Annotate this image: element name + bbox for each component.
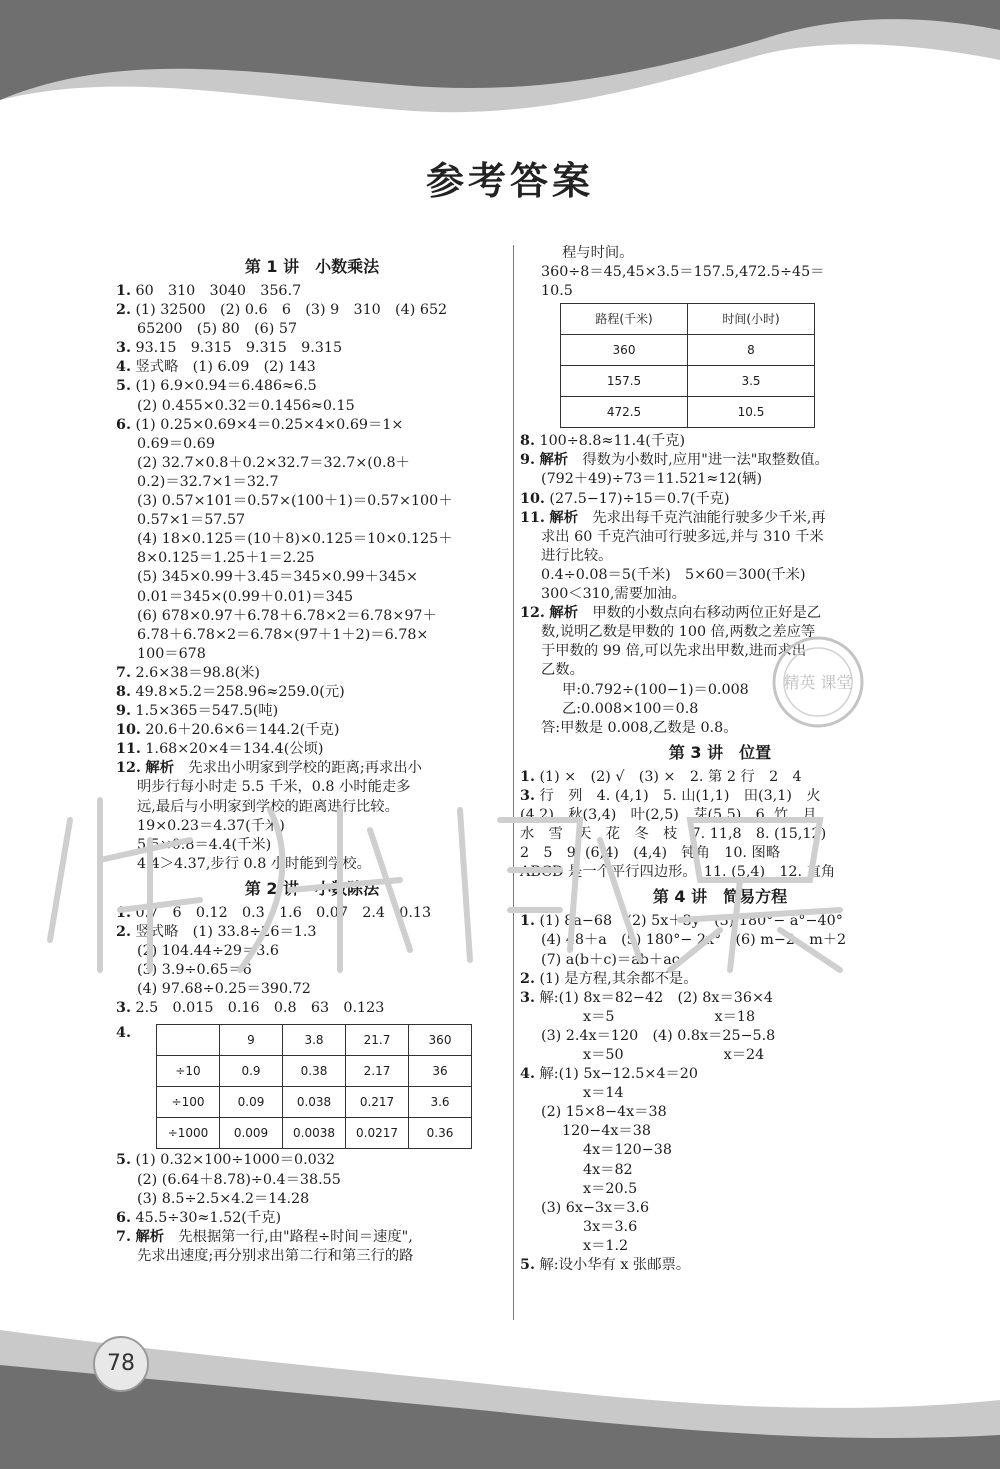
answer-text: 65200 (5) 80 (6) 57 xyxy=(137,321,298,338)
answer-line xyxy=(520,566,920,585)
answer-text: 解:(1) 5x−12.5×4＝20 xyxy=(539,1066,698,1083)
answer-text: 解:设小华有 x 张邮票。 xyxy=(539,1257,691,1274)
answer-line xyxy=(520,604,920,623)
answer-text: (1) 8a−68 (2) 5x＋3y (3) 180°− a°−40° xyxy=(539,913,843,930)
answer-line xyxy=(116,1247,508,1266)
answer-text: 先根据第一行,由"路程÷时间＝速度", xyxy=(178,1228,413,1245)
answer-text: 竖式略 (1) 33.8÷26＝1.3 xyxy=(135,924,317,940)
answer-line xyxy=(520,989,920,1008)
answer-line xyxy=(116,397,508,416)
answer-line xyxy=(116,301,508,320)
answer-text: 120−4x＝38 xyxy=(562,1123,651,1140)
table-cell: 157.5 xyxy=(561,366,688,397)
answer-text: 19×0.23＝4.37(千米) xyxy=(137,817,285,834)
table-cell: 3.6 xyxy=(409,1087,472,1118)
question-number: 8. xyxy=(116,683,131,700)
answer-text: (3) 3.9÷0.65＝6 xyxy=(137,962,252,979)
answer-line xyxy=(116,721,508,740)
answer-line xyxy=(520,547,920,566)
answer-text: 93.15 9.315 9.315 9.315 xyxy=(135,340,343,357)
answer-text: 45.5÷30≈1.52(千克) xyxy=(135,1209,282,1226)
answer-text: (1) 0.25×0.69×4＝0.25×4×0.69＝1× xyxy=(135,416,404,433)
question-number: 4. xyxy=(116,359,131,376)
answer-text: (1) × (2) √ (3) × 2. 第 2 行 2 4 xyxy=(539,768,802,785)
answer-text: 数,说明乙数是甲数的 100 倍,两数之差应等 xyxy=(541,624,816,641)
answer-text: (2) 104.44÷29＝3.6 xyxy=(137,943,280,960)
answer-line xyxy=(520,1103,920,1122)
answer-text: 1.68×20×4＝134.4(公顷) xyxy=(145,741,324,758)
table-header: 9 xyxy=(220,1025,283,1056)
answer-text: 4x＝82 xyxy=(583,1161,633,1178)
table-row xyxy=(561,397,815,428)
question-number: 1. xyxy=(116,283,131,299)
question-number: 3. xyxy=(116,340,131,357)
question-number: 2. xyxy=(116,302,131,319)
answer-text: 行 列 4. (4,1) 5. 山(1,1) 田(3,1) 火 xyxy=(539,787,821,804)
answer-text: (2) 15×8−4x＝38 xyxy=(541,1104,667,1121)
page-number: 78 xyxy=(93,1336,149,1392)
answer-text: 300＜310,需要加油。 xyxy=(541,586,686,603)
answer-text: (2) (6.64＋8.78)÷0.4＝38.55 xyxy=(137,1171,341,1188)
answer-line xyxy=(116,588,508,607)
answer-line xyxy=(116,664,508,683)
answer-line xyxy=(520,1122,920,1141)
question-number: 12. xyxy=(520,605,545,622)
answer-text: x＝5 x＝18 xyxy=(583,1008,756,1025)
table-cell: 2.17 xyxy=(346,1056,409,1087)
answer-text: 0.2)＝32.7×1＝32.7 xyxy=(137,473,279,490)
answer-text: 求出 60 千克汽油可行驶多远,并与 310 千米 xyxy=(541,528,824,545)
answer-line xyxy=(520,432,920,451)
answer-text: 于甲数的 99 倍,可以先求出甲数,进而求出 xyxy=(541,643,807,660)
question-number: 11. xyxy=(116,741,141,758)
analysis-label: 解析 xyxy=(549,509,579,526)
answer-line xyxy=(116,980,508,999)
answer-line xyxy=(116,358,508,377)
answer-line xyxy=(520,1084,920,1103)
answer-text: (6) 678×0.97＋6.78＋6.78×2＝6.78×97＋ xyxy=(137,607,437,624)
answer-line xyxy=(116,454,508,473)
answer-text: 解:(1) 8x＝82−42 (2) 8x＝36×4 xyxy=(539,989,774,1006)
question-number: 3. xyxy=(520,787,535,804)
table-cell: ÷1000 xyxy=(157,1118,220,1149)
table-row xyxy=(157,1087,472,1118)
question-number: 10. xyxy=(520,490,545,507)
table-cell: 0.0038 xyxy=(283,1118,346,1149)
answer-line xyxy=(116,759,508,778)
analysis-label: 解析 xyxy=(539,452,569,469)
question-number: 10. xyxy=(116,722,141,739)
table-cell: 0.38 xyxy=(283,1056,346,1087)
table-cell: 472.5 xyxy=(561,397,688,428)
answer-line xyxy=(520,470,920,489)
answer-text: (7) a(b＋c)＝ab＋ac xyxy=(541,951,680,968)
answer-text: 20.6＋20.6×6＝144.2(千克) xyxy=(145,722,340,739)
answer-text: 乙数。 xyxy=(541,662,584,679)
division-table xyxy=(156,1024,472,1149)
answer-line xyxy=(116,549,508,568)
section-heading: 第 1 讲 小数乘法 xyxy=(244,257,380,276)
question-number: 6. xyxy=(116,1209,131,1226)
answer-line xyxy=(116,645,508,664)
table-cell: 10.5 xyxy=(688,397,815,428)
answer-text: 先求出速度;再分别求出第二行和第三行的路 xyxy=(137,1247,414,1264)
answer-line xyxy=(116,740,508,759)
answer-text: (792＋49)÷73＝11.521≈12(辆) xyxy=(541,471,763,488)
table-cell: 0.038 xyxy=(283,1087,346,1118)
answer-text: (3) 0.57×101＝0.57×(100＋1)＝0.57×100＋ xyxy=(137,493,453,510)
answer-line xyxy=(116,1190,508,1209)
answer-text: 得数为小数时,应用"进一法"取整数值。 xyxy=(582,452,829,469)
answer-text: 先求出小明家到学校的距离;再求出小 xyxy=(188,760,422,777)
answer-text: ABCD 是一个平行四边形。 11. (5,4) 12. 直角 xyxy=(520,864,836,881)
page-title: 参考答案 xyxy=(425,159,594,203)
answer-text: 乙:0.008×100＝0.8 xyxy=(562,700,699,717)
answer-text: 2.6×38＝98.8(米) xyxy=(135,664,260,681)
answer-line xyxy=(116,511,508,530)
answer-text: 0.01＝345×(0.99＋0.01)＝345 xyxy=(137,588,354,605)
answer-line xyxy=(116,282,508,301)
answer-line xyxy=(520,282,920,301)
answer-line xyxy=(520,1008,920,1027)
answer-text: 10.5 xyxy=(541,283,573,300)
answer-text: 6.78＋6.78×2＝6.78×(97＋1＋2)＝6.78× xyxy=(137,626,429,643)
answer-text: x＝14 xyxy=(583,1085,624,1102)
table-cell: 0.217 xyxy=(346,1087,409,1118)
question-number: 4. xyxy=(520,1066,535,1083)
question-number: 7. xyxy=(116,1228,131,1245)
answer-line xyxy=(520,1141,920,1160)
answer-text: 甲:0.792÷(100−1)＝0.008 xyxy=(562,681,749,698)
answer-text: (3) 2.4x＝120 (4) 0.8x＝25−5.8 xyxy=(541,1027,776,1044)
question-number: 1. xyxy=(520,913,535,930)
question-number: 6. xyxy=(116,416,131,433)
answer-line xyxy=(520,451,920,470)
svg-text:精英 课堂: 精英 课堂 xyxy=(783,673,853,692)
answer-text: 水 雪 天 花 冬 枝 7. 11,8 8. (15,12) xyxy=(520,826,827,843)
answer-line xyxy=(116,568,508,587)
right-column xyxy=(520,244,920,1275)
answer-line xyxy=(520,509,920,528)
answer-text: (4) 97.68÷0.25＝390.72 xyxy=(137,981,311,998)
answer-text: 49.8×5.2＝258.96≈259.0(元) xyxy=(135,683,345,700)
question-number: 11. xyxy=(520,509,545,526)
answer-line xyxy=(520,1065,920,1084)
question-number: 5. xyxy=(116,378,131,395)
analysis-label: 解析 xyxy=(135,1228,165,1245)
answer-text: (4) 18×0.125＝(10＋8)×0.125＝10×0.125＋ xyxy=(137,531,453,548)
answer-line xyxy=(116,339,508,358)
answer-text: 2 5 9. (6,4) (4,4) 钝角 10. 图略 xyxy=(520,845,781,862)
answer-line xyxy=(520,528,920,547)
table-cell: 0.0217 xyxy=(346,1118,409,1149)
question-number: 5. xyxy=(520,1257,535,1274)
table-header: 360 xyxy=(409,1025,472,1056)
answer-text: 0.4÷0.08＝5(千米) 5×60＝300(千米) xyxy=(541,566,806,583)
answer-text: 远,最后与小明家到学校的距离进行比较。 xyxy=(137,798,399,815)
answer-line xyxy=(116,377,508,396)
answer-text: 4x＝120−38 xyxy=(583,1142,672,1159)
answer-line xyxy=(116,1228,508,1247)
answer-line xyxy=(520,1256,920,1275)
question-number: 9. xyxy=(116,703,131,720)
table-cell: 8 xyxy=(688,335,815,366)
answer-line xyxy=(520,1161,920,1180)
answer-line xyxy=(116,492,508,511)
answer-text: (3) 6x−3x＝3.6 xyxy=(541,1199,650,1216)
answer-line xyxy=(520,1218,920,1237)
table-row xyxy=(561,366,815,397)
answer-text: x＝50 x＝24 xyxy=(583,1047,765,1063)
answer-line xyxy=(116,530,508,549)
answer-line xyxy=(520,1199,920,1218)
answer-text: (4) 48＋a (5) 180°− 2x° (6) m−2 m＋2 xyxy=(541,932,847,949)
table-cell: 0.09 xyxy=(220,1087,283,1118)
table-cell: 0.9 xyxy=(220,1056,283,1087)
answer-text: 100＝678 xyxy=(137,645,206,662)
answer-text: x＝20.5 xyxy=(583,1180,638,1197)
answer-line xyxy=(116,416,508,435)
watermark-calligraphy xyxy=(40,780,960,980)
table-cell: 0.009 xyxy=(220,1118,283,1149)
table-cell: 0.36 xyxy=(409,1118,472,1149)
table-header: 路程(千米) xyxy=(561,304,688,335)
table-cell: ÷100 xyxy=(157,1087,220,1118)
answer-line xyxy=(116,320,508,339)
answer-text: (3) 8.5÷2.5×4.2＝14.28 xyxy=(137,1190,310,1207)
answer-text: (4,2) 秋(3,4) 叶(2,5) 芽(5,5) 6. 竹 月 xyxy=(520,806,817,823)
section-heading: 第 4 讲 简易方程 xyxy=(652,887,788,907)
answer-text: (27.5−17)÷15＝0.7(千克) xyxy=(549,490,730,507)
answer-line xyxy=(520,1180,920,1199)
answer-line xyxy=(116,626,508,645)
answer-text: 2.5 0.015 0.16 0.8 63 0.123 xyxy=(135,1000,385,1017)
answer-line xyxy=(116,473,508,492)
answer-text: 8×0.125＝1.25＋1＝2.25 xyxy=(137,550,315,567)
section-heading: 第 3 讲 位置 xyxy=(668,742,772,762)
answer-text: 0.7 6 0.12 0.3̇ 1.6 0.07 2.4 0.13̇ xyxy=(135,904,432,921)
question-number: 7. xyxy=(116,664,131,681)
answer-text: 0.69＝0.69 xyxy=(137,435,215,452)
answer-line xyxy=(520,585,920,604)
answer-text: x＝1.2 xyxy=(583,1237,629,1254)
question-number: 2. xyxy=(116,924,131,940)
table-header xyxy=(157,1025,220,1056)
answer-text: (5) 345×0.99＋3.45＝345×0.99＋345× xyxy=(137,569,418,586)
answer-line xyxy=(116,702,508,721)
answer-line xyxy=(116,435,508,454)
answer-text: 0.57×1＝57.57 xyxy=(137,512,246,529)
section-heading: 第 2 讲 小数除法 xyxy=(244,878,380,898)
answer-text: 答:甲数是 0.008,乙数是 0.8。 xyxy=(541,719,738,736)
answer-text: 60 310 3040 356.7 xyxy=(135,283,302,299)
question-number: 3. xyxy=(116,1000,131,1017)
answer-text: 360÷8＝45,45×3.5＝157.5,472.5÷45＝ xyxy=(541,264,825,281)
table-header: 21.7 xyxy=(346,1025,409,1056)
table-cell: 360 xyxy=(561,335,688,366)
answer-line xyxy=(116,1151,508,1170)
answer-line xyxy=(116,607,508,626)
table-cell: 36 xyxy=(409,1056,472,1087)
question-number: 5. xyxy=(116,1152,131,1169)
question-number: 3. xyxy=(520,989,535,1006)
answer-line xyxy=(520,1237,920,1256)
answer-line xyxy=(520,263,920,282)
table-row xyxy=(157,1118,472,1149)
analysis-label: 解析 xyxy=(549,605,579,622)
question-number: 8. xyxy=(520,433,535,450)
table-row xyxy=(561,335,815,366)
answer-text: 4.4＞4.37,步行 0.8 小时能到学校。 xyxy=(137,855,371,872)
answer-line xyxy=(116,1171,508,1190)
answer-text: 100÷8.8≈11.4(千克) xyxy=(539,433,686,450)
answer-line xyxy=(116,999,508,1018)
table-cell: ÷10 xyxy=(157,1056,220,1087)
answer-text: (2) 32.7×0.8＋0.2×32.7＝32.7×(0.8＋ xyxy=(137,454,410,471)
answer-line xyxy=(520,490,920,509)
question-number: 12. xyxy=(116,760,141,777)
answer-line xyxy=(520,1046,920,1065)
question-number: 4. xyxy=(116,1025,131,1042)
question-number: 2. xyxy=(520,970,535,987)
answer-text: (1) 是方程,其余都不是。 xyxy=(539,970,698,987)
answer-text: 甲数的小数点向右移动两位正好是乙 xyxy=(592,605,822,622)
distance-time-table xyxy=(560,303,815,428)
answer-text: 5.5×0.8＝4.4(千米) xyxy=(137,836,272,853)
answer-text: (1) 32500 (2) 0.6 6 (3) 9 310 (4) 652 xyxy=(135,302,448,319)
answer-text: (1) 0.32×100÷1000＝0.032 xyxy=(135,1152,335,1169)
table-cell: 3.5 xyxy=(688,366,815,397)
answer-line xyxy=(116,683,508,702)
left-column xyxy=(116,252,508,1266)
answer-text: 3x＝3.6 xyxy=(583,1218,638,1235)
table-header: 时间(小时) xyxy=(688,304,815,335)
table-header: 3.8 xyxy=(283,1025,346,1056)
answer-text: (1) 6.9×0.94＝6.486≈6.5 xyxy=(135,378,317,395)
question-number: 9. xyxy=(520,452,535,469)
question-number: 1. xyxy=(520,768,535,785)
answer-line xyxy=(116,1209,508,1228)
answer-text: 1.5×365＝547.5(吨) xyxy=(135,703,279,720)
table-row xyxy=(157,1056,472,1087)
answer-text: 先求出每千克汽油能行驶多少千米,再 xyxy=(592,509,826,526)
answer-text: 程与时间。 xyxy=(562,245,634,261)
stamp xyxy=(768,632,868,732)
analysis-label: 解析 xyxy=(145,760,175,777)
answer-line xyxy=(520,1027,920,1046)
answer-text: 进行比较。 xyxy=(541,547,613,564)
answer-text: 明步行每小时走 5.5 千米，0.8 小时能走多 xyxy=(137,779,411,796)
answer-line xyxy=(520,244,920,263)
answer-text: (2) 0.455×0.32＝0.1456≈0.15 xyxy=(137,397,355,414)
answer-text: 竖式略 (1) 6.09 (2) 143 xyxy=(135,359,316,376)
question-number: 1. xyxy=(116,904,131,921)
